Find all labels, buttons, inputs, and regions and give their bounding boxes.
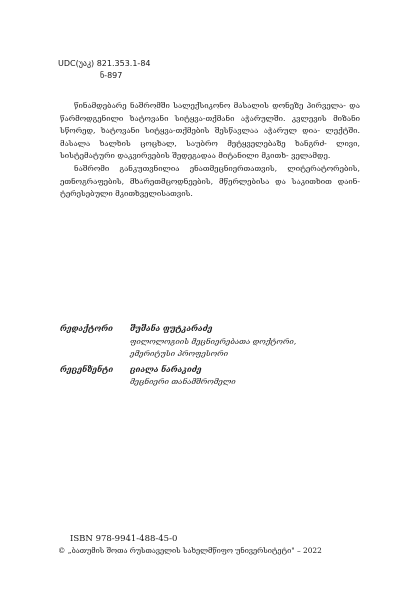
udc-classification: [58, 58, 151, 82]
author-mark: ნ-897: [100, 71, 123, 80]
editor-name: შუშანა ფუტკარაძე: [130, 324, 213, 333]
reviewer-title: მეცნიერი თანამშრომელი: [130, 377, 236, 386]
editor-title-line-1: ფილოლოგიის მეცნიერებათა დოქტორი,: [130, 336, 297, 346]
annotation-paragraph-1: წინამდებარე ნაშრომში სალექსიკონო მასალის დონეზე პირველა- და წარმოდგენილი ხატოვანი სიტყვა-თქმანი აჭარულში. კვლევის მიზანი სწორედ, ხატოვანი სიტყვა-თქმების შესწავლაა აჭარულ დია- ლექტში. მასალა ხალხის ცოცხალ, საუბრო მეტყველებაზე ხანგრძ- ლივი, სისტემატური დაკვირვების შედეგადაა მიტანილი მკითხ- ველამდე.: [60, 101, 360, 161]
udc-code: UDC(უაკ) 821.353.1-84: [58, 59, 151, 68]
reviewer-name: ციალა ნარაკიძე: [130, 364, 202, 374]
reviewer-block: [60, 364, 360, 389]
isbn: ISBN 978-9941-488-45-0: [70, 534, 178, 544]
copyright-notice: © „ბათუმის შოთა რუსთაველის სახელმწიფო უნივერსიტეტი" – 2022: [58, 546, 322, 555]
editor-title-line-2: ემერიტუსი პროფესორი: [130, 349, 229, 358]
editor-block: [60, 323, 360, 361]
annotation: [60, 100, 360, 201]
annotation-paragraph-2: ნაშრომი განკუთვნილია ენათმეცნიერთათვის, ლიტერატორების, ეთნოგრაფების, მხარეთმცოდნეების, მწერლებისა და საკითხით დაინ- ტერესებული მკითხველისათვის.: [60, 163, 360, 199]
editor-role: რედაქტორი: [60, 324, 113, 333]
reviewer-role: რეცენზენტი: [60, 364, 114, 374]
credits: [60, 323, 360, 392]
